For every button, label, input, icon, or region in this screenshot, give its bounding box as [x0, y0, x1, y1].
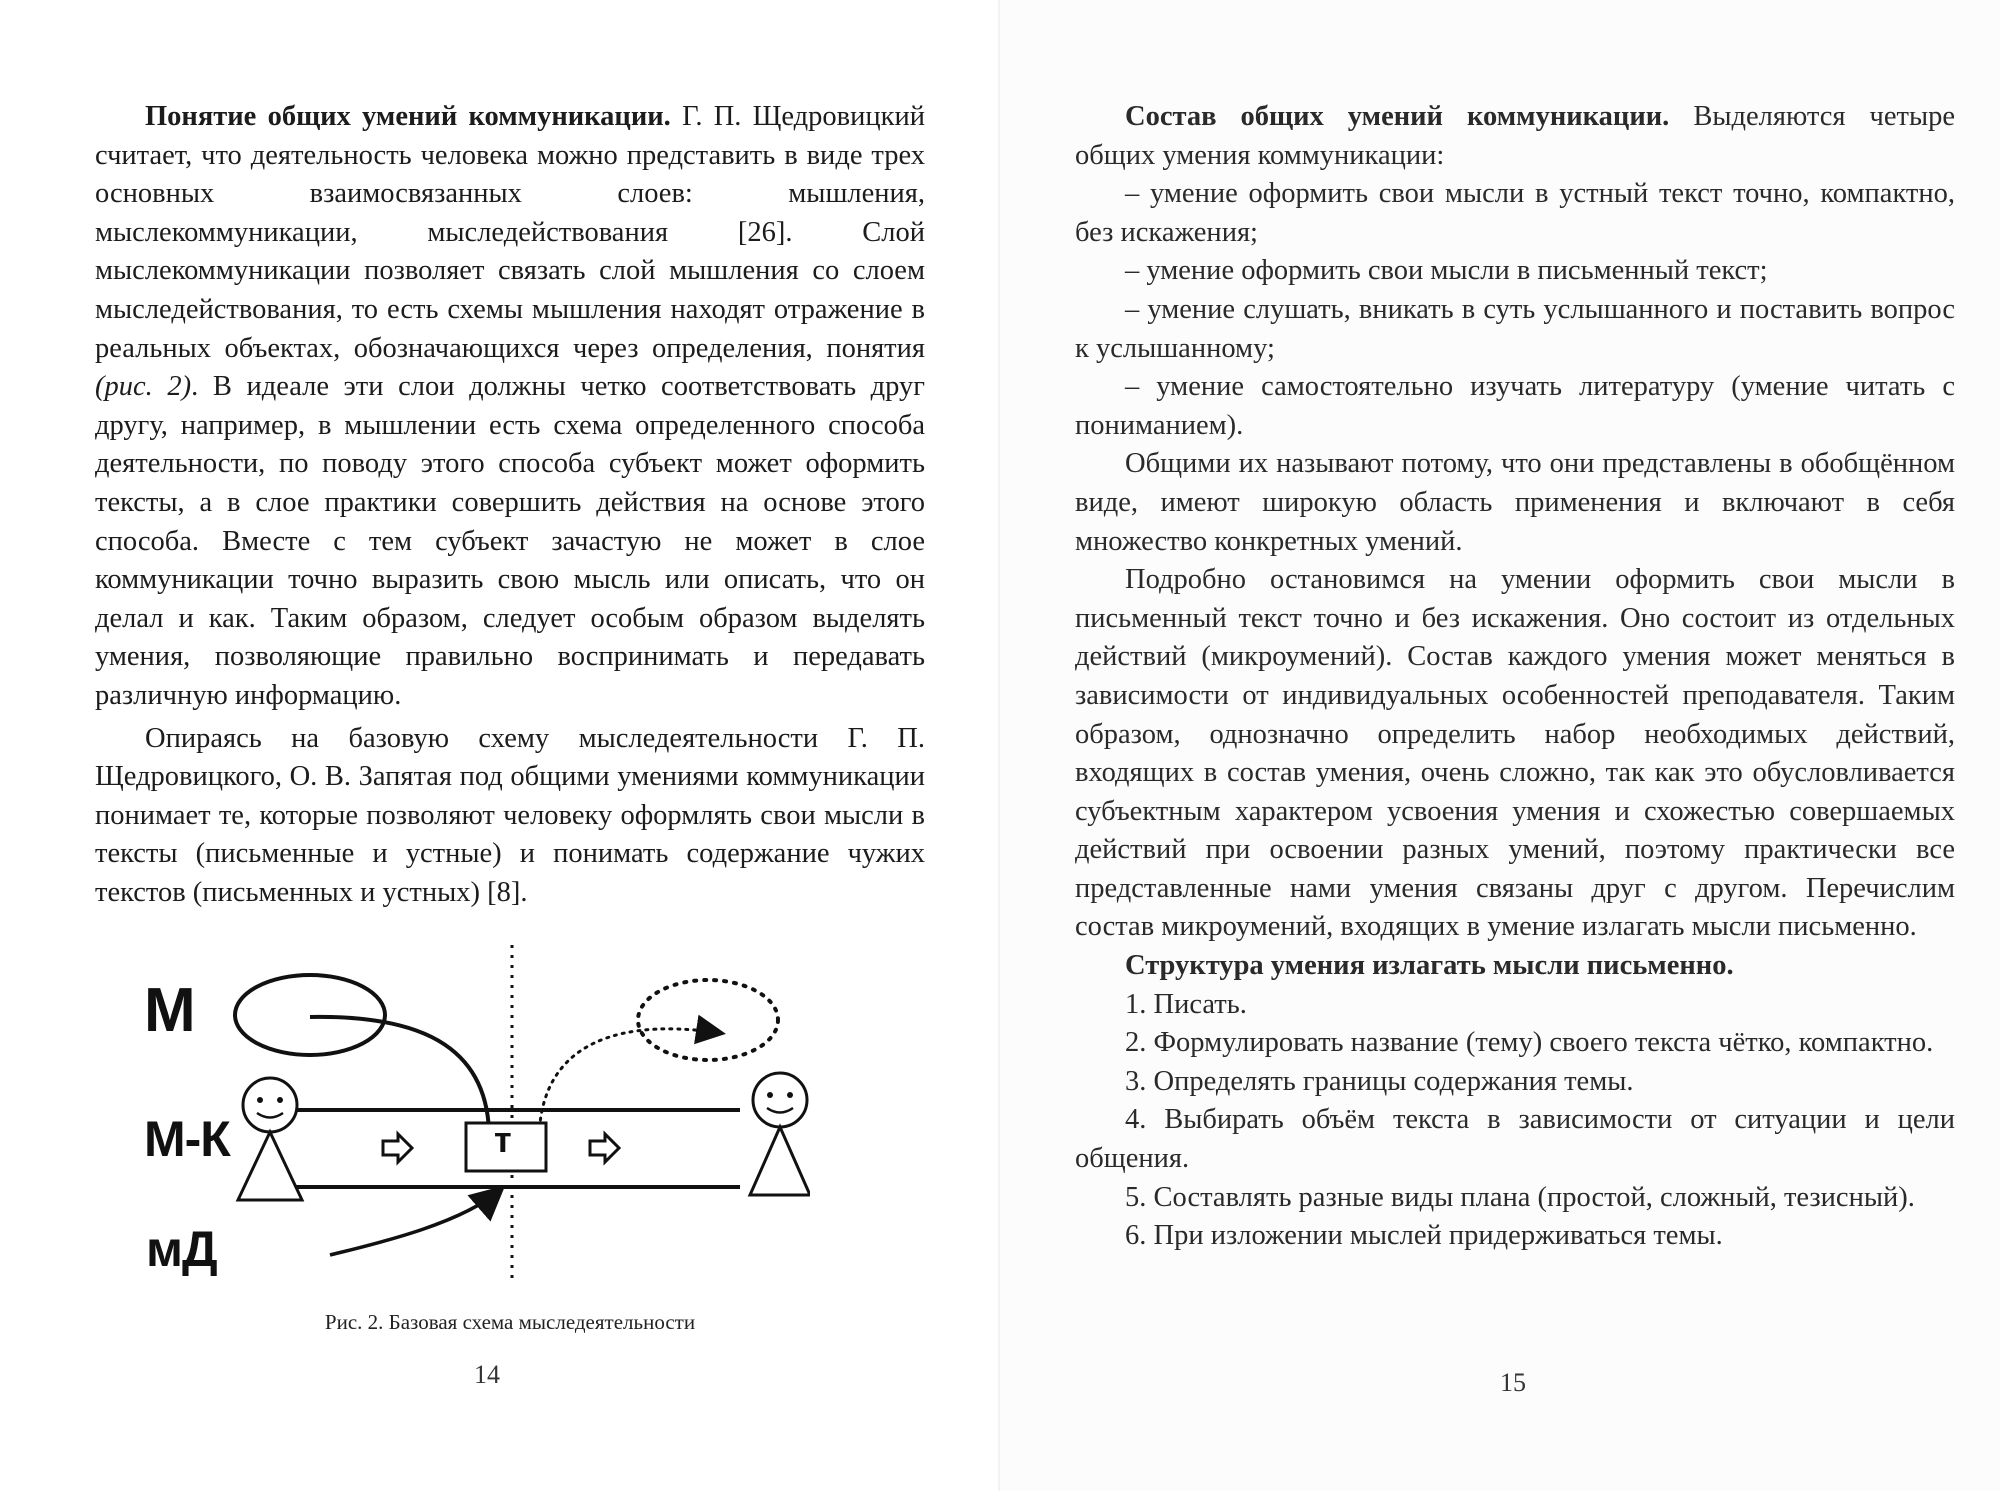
label-thinking-layer: М: [144, 976, 195, 1045]
composition-intro: Выделяются четыре общих умения коммуникации:: [1075, 101, 1955, 171]
person-left-icon: [238, 1078, 302, 1200]
page-number-left: 14: [474, 1360, 500, 1389]
right-page: [1000, 0, 2000, 1491]
concept-text-rest: . В идеале эти слои должны четко соответствовать друг другу, например, в мышлении есть схема определенного способа деятельности, по поводу этого способа субъект может оформить тексты, а в слое практики совершить действия на основе этого способа. Вместе с тем субъект зачастую не может в слое коммуникации точно выразить свою мысль или описать, что он делал и как. Таким образом, следует особым образом выделять умения, позволяющие правильно воспринимать и передавать различную информацию.: [95, 371, 925, 711]
paragraph-general: Общими их называют потому, что они представлены в обобщённом виде, имеют широкую область применения и включают в себя множество конкретных умений.: [1075, 448, 1955, 557]
concept-heading: Понятие общих умений коммуникации.: [145, 101, 671, 132]
figure-reference: (рис. 2): [95, 371, 192, 403]
scheme-diagram: [130, 945, 810, 1285]
step-item: 3. Определять границы содержания темы.: [1125, 1065, 1634, 1097]
step-item: 1. Писать.: [1125, 988, 1247, 1020]
paragraph-zapyataya: Опираясь на базовую схему мыследеятельности Г. П. Щедровицкого, О. В. Запятая под общими умениями коммуникации понимает те, которые позволяют человеку оформлять свои мысли в тексты (письменные и устные) и понимать содержание чужих текстов (письменных и устных) [8].: [95, 722, 925, 908]
step-item: 4. Выбирать объём текста в зависимости от ситуации и цели общения.: [1075, 1104, 1955, 1175]
page-number-right: 15: [1500, 1368, 1526, 1397]
curve-action-layer: [330, 1190, 500, 1255]
text-box-label: т: [494, 1119, 511, 1160]
skill-item: – умение оформить свои мысли в устный текст точно, компактно, без искажения;: [1075, 178, 1955, 248]
skill-item: – умение оформить свои мысли в письменный текст;: [1125, 255, 1768, 287]
skill-item: – умение самостоятельно изучать литературу (умение читать с пониманием).: [1075, 371, 1955, 441]
structure-heading-text: Структура умения излагать мысли письменно.: [1125, 950, 1734, 982]
label-communication-layer: М-К: [144, 1111, 230, 1167]
skill-item: – умение слушать, вникать в суть услышанного и поставить вопрос к услышанному;: [1075, 293, 1955, 364]
step-item: 5. Составлять разные виды плана (простой, сложный, тезисный).: [1125, 1181, 1915, 1213]
paragraph-composition: [1075, 98, 1955, 175]
right-text-column: [1075, 98, 1955, 1256]
figure-caption: Рис. 2. Базовая схема мыследеятельности: [324, 1310, 696, 1334]
left-text-column: [95, 98, 925, 912]
thought-ellipse-right: [638, 980, 778, 1060]
step-item: 2. Формулировать название (тему) своего текста чётко, компактно.: [1125, 1027, 1934, 1059]
concept-text: Г. П. Щедровицкий считает, что деятельность человека можно представить в виде трех основных взаимосвязанных слоев: мышления, мыслекоммуникации, мыследействования [26]. Слой мыслекоммуникации позволяет связать слой мышления со слоем мыследействования, то есть схемы мышления находят отражение в реальных объектах, обозначающихся через определения, понятия: [95, 101, 925, 364]
composition-heading: Состав общих умений коммуникации.: [1125, 101, 1670, 132]
paragraph-concept: [95, 98, 925, 716]
curve-arrow-text-to-thinking: [539, 1029, 720, 1160]
hollow-arrow-right: [590, 1134, 619, 1162]
label-action-layer: мД: [146, 1221, 217, 1277]
hollow-arrow-left: [383, 1134, 412, 1162]
figure-thought-activity-scheme: [130, 945, 810, 1285]
step-item: 6. При изложении мыслей придерживаться темы.: [1125, 1220, 1723, 1252]
paragraph-detail: Подробно остановимся на умении оформить свои мысли в письменный текст точно и без искажения. Оно состоит из отдельных действий (микроумений). Состав каждого умения может меняться в зависимости от индивидуальных особенностей преподавателя. Таким образом, однозначно определить набор необходимых действий, входящих в состав умения, очень сложно, так как это обусловливается субъектным характером усвоения умения и схожестью совершаемых действий при освоении разных умений, поэтому практически все представленные нами умения связаны друг с другом. Перечислим состав микроумений, входящих в умение излагать мысли письменно.: [1075, 564, 1955, 943]
structure-heading: [1075, 947, 1955, 986]
person-right-icon: [750, 1073, 810, 1195]
